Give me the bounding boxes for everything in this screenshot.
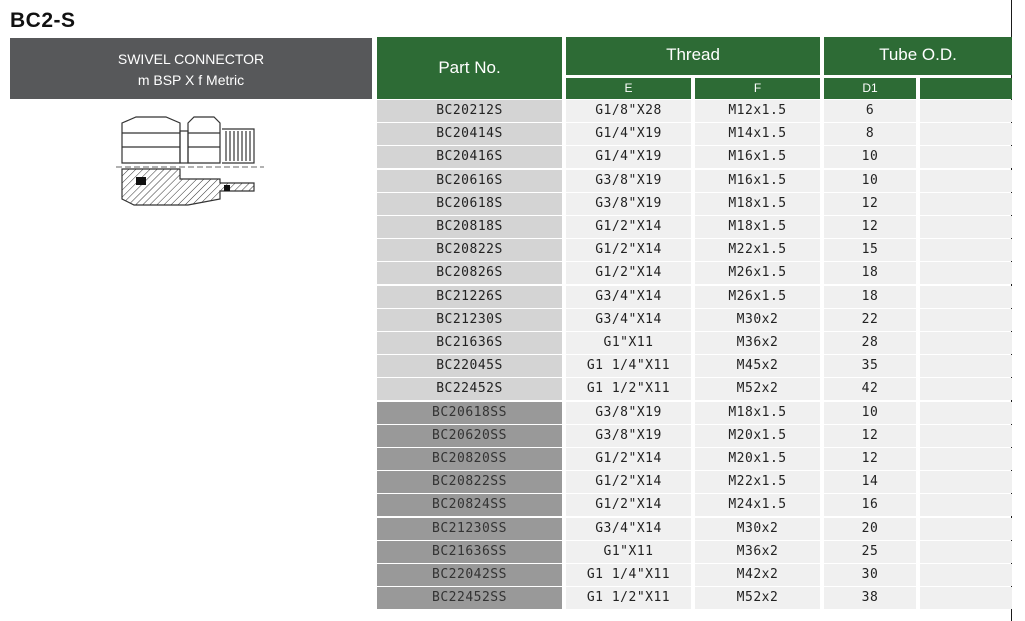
empty-cell [920,541,1012,563]
empty-cell [920,309,1012,331]
part-no-header: Part No. [377,37,562,99]
part-number-cell: BC20822SS [377,471,562,493]
empty-cell [920,262,1012,284]
thread-e-cell: G1"X11 [566,332,691,354]
thread-e-cell: G1/2"X14 [566,494,691,516]
table-row [0,425,1025,447]
part-number-cell: BC20414S [377,123,562,145]
page-title: BC2-S [10,9,76,32]
empty-cell [920,378,1012,400]
thread-e-cell: G1"X11 [566,541,691,563]
thread-f-cell: M30x2 [695,518,820,540]
tube-d1-cell: 10 [824,402,916,424]
thread-e-cell: G1 1/4"X11 [566,564,691,586]
empty-cell [920,564,1012,586]
part-number-cell: BC21230S [377,309,562,331]
part-number-cell: BC22452SS [377,587,562,609]
empty-cell [920,216,1012,238]
thread-f-cell: M20x1.5 [695,425,820,447]
thread-f-subheader: F [695,78,820,99]
thread-e-subheader: E [566,78,691,99]
table-row [0,216,1025,238]
thread-e-cell: G1/2"X14 [566,239,691,261]
table-row [0,448,1025,470]
thread-e-cell: G3/8"X19 [566,193,691,215]
empty-cell [920,146,1012,168]
thread-f-cell: M16x1.5 [695,146,820,168]
empty-cell [920,170,1012,192]
thread-f-cell: M30x2 [695,309,820,331]
tube-d1-cell: 42 [824,378,916,400]
thread-f-cell: M52x2 [695,378,820,400]
table-row [0,355,1025,377]
table-row [0,494,1025,516]
part-number-cell: BC20822S [377,239,562,261]
empty-cell [920,471,1012,493]
thread-f-cell: M26x1.5 [695,286,820,308]
empty-cell [920,494,1012,516]
table-row [0,286,1025,308]
part-number-cell: BC21226S [377,286,562,308]
tube-d1-cell: 30 [824,564,916,586]
thread-e-cell: G1/4"X19 [566,146,691,168]
tube-d1-cell: 18 [824,262,916,284]
tube-d1-cell: 12 [824,425,916,447]
thread-f-cell: M36x2 [695,541,820,563]
part-number-cell: BC20820SS [377,448,562,470]
tube-d1-subheader: D1 [824,78,916,99]
part-number-cell: BC20416S [377,146,562,168]
thread-f-cell: M18x1.5 [695,193,820,215]
part-number-cell: BC20620SS [377,425,562,447]
empty-cell [920,123,1012,145]
thread-f-cell: M45x2 [695,355,820,377]
empty-cell [920,100,1012,122]
table-row [0,402,1025,424]
tube-d1-cell: 35 [824,355,916,377]
table-row [0,239,1025,261]
tube-d1-cell: 16 [824,494,916,516]
tube-d1-cell: 28 [824,332,916,354]
part-number-cell: BC20824SS [377,494,562,516]
thread-f-cell: M52x2 [695,587,820,609]
tube-d1-cell: 12 [824,216,916,238]
empty-cell [920,425,1012,447]
thread-f-cell: M26x1.5 [695,262,820,284]
thread-e-cell: G1 1/4"X11 [566,355,691,377]
thread-f-cell: M14x1.5 [695,123,820,145]
part-number-cell: BC20826S [377,262,562,284]
thread-f-cell: M36x2 [695,332,820,354]
thread-f-cell: M22x1.5 [695,471,820,493]
tube-d1-cell: 18 [824,286,916,308]
table-row [0,518,1025,540]
empty-cell [920,239,1012,261]
thread-e-cell: G1/2"X14 [566,216,691,238]
empty-cell [920,402,1012,424]
table-row [0,471,1025,493]
tube-d1-cell: 10 [824,146,916,168]
part-number-cell: BC21230SS [377,518,562,540]
tube-d1-cell: 14 [824,471,916,493]
thread-e-cell: G1/2"X14 [566,448,691,470]
tube-d1-cell: 10 [824,170,916,192]
thread-e-cell: G1/2"X14 [566,471,691,493]
table-row [0,309,1025,331]
empty-cell [920,286,1012,308]
part-number-cell: BC21636S [377,332,562,354]
tube-d1-cell: 12 [824,448,916,470]
table-row [0,170,1025,192]
thread-e-cell: G3/4"X14 [566,518,691,540]
table-row [0,193,1025,215]
part-number-cell: BC20212S [377,100,562,122]
part-number-cell: BC20616S [377,170,562,192]
part-number-cell: BC20618S [377,193,562,215]
thread-e-cell: G3/4"X14 [566,286,691,308]
thread-e-cell: G3/8"X19 [566,425,691,447]
empty-cell [920,518,1012,540]
table-row [0,587,1025,609]
thread-e-cell: G3/8"X19 [566,402,691,424]
tube-d1-cell: 25 [824,541,916,563]
tube-od-header: Tube O.D. [824,37,1012,75]
tube-d1-cell: 22 [824,309,916,331]
part-number-cell: BC22045S [377,355,562,377]
tube-d1-cell: 15 [824,239,916,261]
empty-cell [920,332,1012,354]
table-row [0,262,1025,284]
thread-e-cell: G3/8"X19 [566,170,691,192]
empty-cell [920,587,1012,609]
thread-f-cell: M22x1.5 [695,239,820,261]
thread-f-cell: M18x1.5 [695,216,820,238]
product-description-line2: m BSP X f Metric [137,72,245,88]
part-number-cell: BC22452S [377,378,562,400]
thread-header: Thread [566,37,820,75]
table-row [0,541,1025,563]
table-row [0,564,1025,586]
tube-d1-cell: 20 [824,518,916,540]
product-description-line1: SWIVEL CONNECTOR [117,51,265,67]
table-row [0,378,1025,400]
thread-f-cell: M16x1.5 [695,170,820,192]
thread-e-cell: G1/8"X28 [566,100,691,122]
tube-extra-subheader [920,78,1012,99]
thread-f-cell: M18x1.5 [695,402,820,424]
thread-e-cell: G3/4"X14 [566,309,691,331]
thread-e-cell: G1 1/2"X11 [566,587,691,609]
thread-f-cell: M24x1.5 [695,494,820,516]
empty-cell [920,193,1012,215]
table-row [0,332,1025,354]
thread-f-cell: M20x1.5 [695,448,820,470]
tube-d1-cell: 12 [824,193,916,215]
table-row [0,123,1025,145]
empty-cell [920,355,1012,377]
part-number-cell: BC22042SS [377,564,562,586]
table-row [0,100,1025,122]
tube-d1-cell: 8 [824,123,916,145]
tube-d1-cell: 6 [824,100,916,122]
part-number-cell: BC20618SS [377,402,562,424]
table-row [0,146,1025,168]
thread-e-cell: G1/2"X14 [566,262,691,284]
part-number-cell: BC21636SS [377,541,562,563]
thread-e-cell: G1/4"X19 [566,123,691,145]
tube-d1-cell: 38 [824,587,916,609]
thread-f-cell: M42x2 [695,564,820,586]
product-description-box [10,38,372,99]
thread-e-cell: G1 1/2"X11 [566,378,691,400]
thread-f-cell: M12x1.5 [695,100,820,122]
part-number-cell: BC20818S [377,216,562,238]
empty-cell [920,448,1012,470]
